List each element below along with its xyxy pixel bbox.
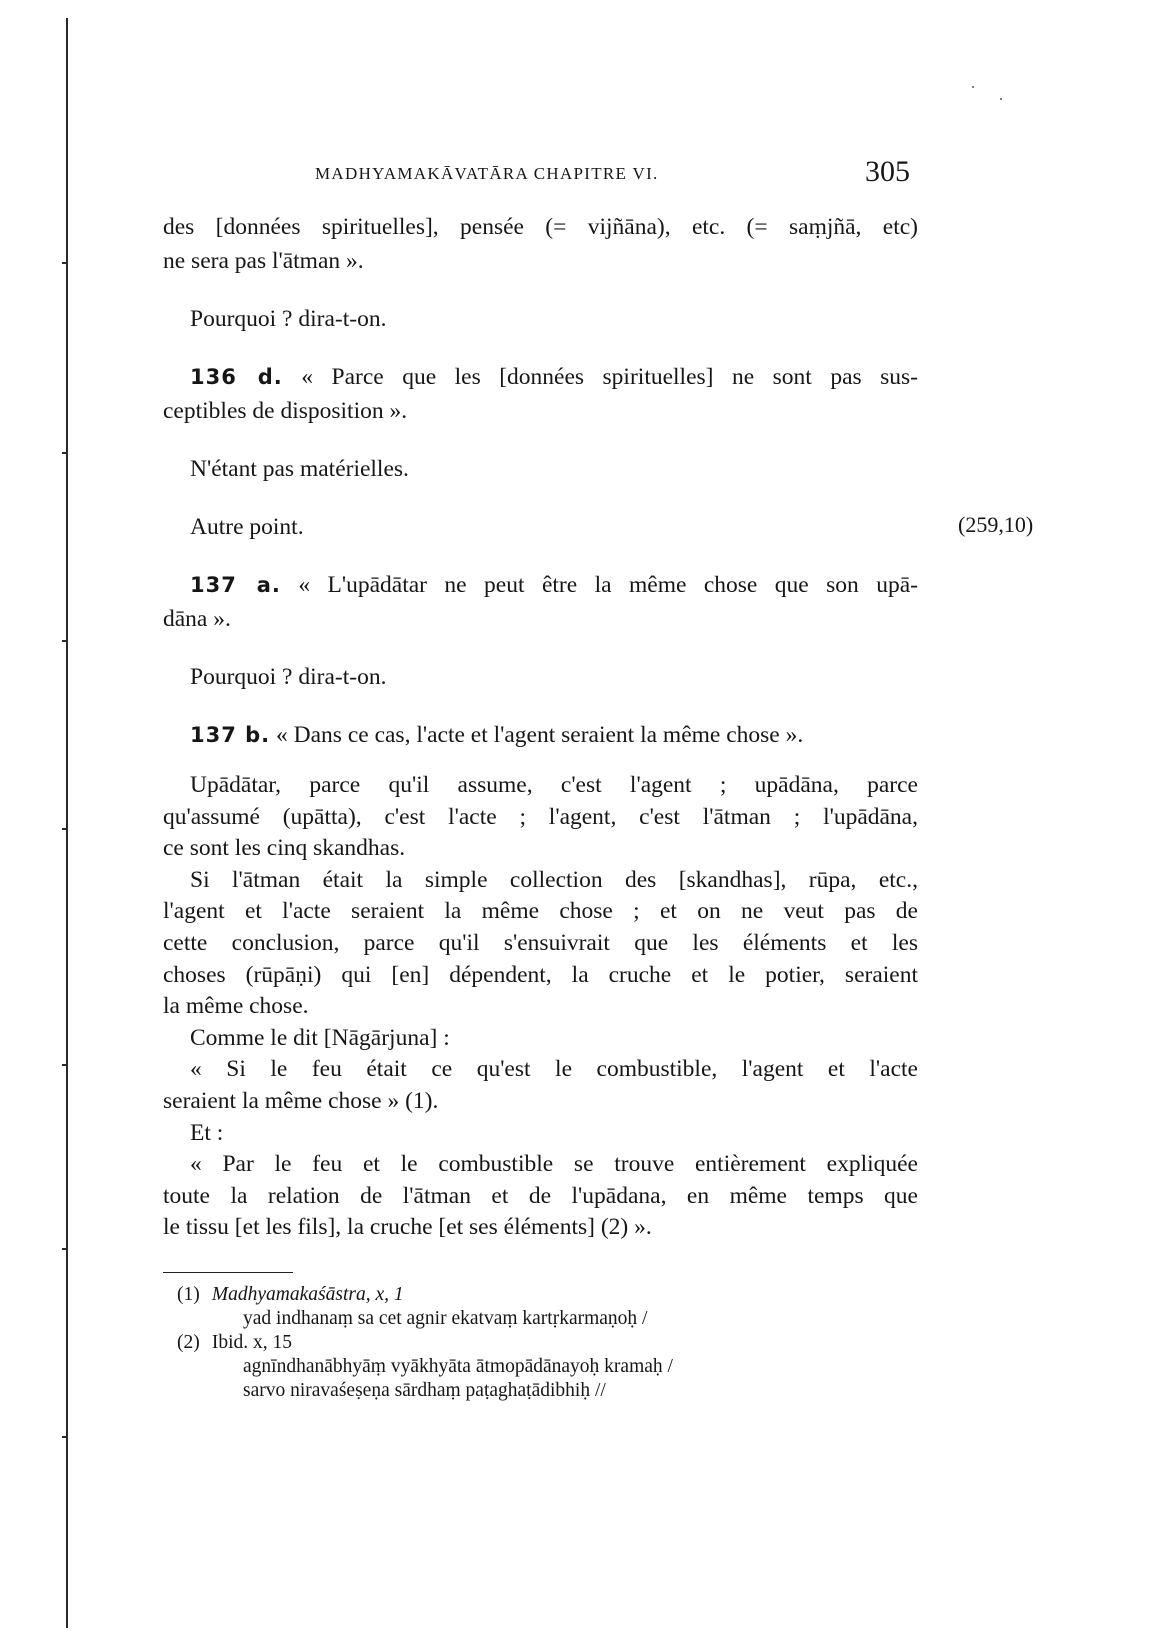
- text-line: l'agent et l'acte seraient la même chose ; et on ne veut pas de: [163, 898, 918, 925]
- footnote-number: (1): [177, 1283, 200, 1305]
- verse-number: 137 a.: [190, 573, 281, 597]
- paper-speck: [972, 86, 974, 88]
- paper-speck: [1000, 98, 1002, 100]
- text-line: ne sera pas l'ātman ».: [163, 248, 364, 274]
- footnotes: [163, 1283, 918, 1403]
- text-line: Pourquoi ? dira-t-on.: [190, 664, 387, 690]
- text-line: Si l'ātman était la simple collection des [skandhas], rūpa, etc.,: [190, 866, 918, 893]
- verse-line: [163, 568, 918, 602]
- binding-mark: [62, 1248, 68, 1250]
- text-line: cette conclusion, parce qu'il s'ensuivrait que les éléments et les: [163, 929, 918, 956]
- verse-number: 136 d.: [190, 365, 283, 389]
- verse-text: « Parce que les [données spirituelles] ne sont pas sus-: [301, 364, 919, 390]
- quote-line: « Par le feu et le combustible se trouve entièrement expliquée: [190, 1151, 918, 1178]
- quote-line: le tissu [et les fils], la cruche [et ses éléments] (2) ».: [163, 1214, 652, 1241]
- running-title: MADHYAMAKĀVATĀRA CHAPITRE VI.: [315, 164, 659, 183]
- verse-text: « L'upādātar ne peut être la même chose que son upā-: [298, 572, 919, 598]
- verse-text: « Dans ce cas, l'acte et l'agent seraient la même chose ».: [276, 722, 804, 748]
- footnote-text: agnīndhanābhyāṃ vyākhyāta ātmopādānayoḥ kramaḥ /: [243, 1355, 673, 1377]
- verse-line: [163, 718, 918, 752]
- text-line: des [données spirituelles], pensée (= vijñāna), etc. (= saṃjñā, etc): [163, 214, 918, 240]
- footnote-separator: [163, 1272, 293, 1273]
- margin-reference: (259,10): [958, 512, 1034, 537]
- text-line: la même chose.: [163, 993, 309, 1020]
- text-line: Upādātar, parce qu'il assume, c'est l'agent ; upādāna, parce: [190, 772, 918, 798]
- binding-mark: [62, 828, 68, 830]
- footnote-reference: Madhyamakaśāstra, x, 1: [211, 1283, 404, 1305]
- text-line: dāna ».: [163, 606, 231, 632]
- footnote-text: yad indhanaṃ sa cet agnir ekatvaṃ kartṛkarmaṇoḥ /: [243, 1307, 648, 1329]
- page-body: [163, 210, 918, 1403]
- footnote-1: [163, 1283, 918, 1307]
- text-line: ceptibles de disposition ».: [163, 398, 408, 424]
- binding-edge: [66, 18, 68, 1628]
- text-line: Et :: [190, 1119, 224, 1146]
- footnote-2: [163, 1331, 918, 1355]
- text-line: qu'assumé (upātta), c'est l'acte ; l'agent, c'est l'ātman ; l'upādāna,: [163, 803, 918, 830]
- binding-mark: [62, 452, 68, 454]
- footnote-reference: Ibid. x, 15: [211, 1331, 293, 1353]
- page-header: [0, 155, 1163, 188]
- binding-mark: [62, 1064, 68, 1066]
- footnote-text: sarvo niravaśeṣeṇa sārdhaṃ paṭaghaṭādibhiḥ //: [243, 1379, 606, 1401]
- verse-number: 137 b.: [190, 723, 271, 747]
- binding-mark: [62, 640, 68, 642]
- footnote-number: (2): [177, 1331, 200, 1353]
- quote-line: toute la relation de l'ātman et de l'upādana, en même temps que: [163, 1182, 918, 1209]
- text-line: N'étant pas matérielles.: [190, 456, 409, 482]
- text-line: Pourquoi ? dira-t-on.: [190, 306, 387, 332]
- text-line: choses (rūpāṇi) qui [en] dépendent, la cruche et le potier, seraient: [163, 961, 918, 988]
- text-line: Autre point.: [190, 514, 304, 540]
- quote-line: seraient la même chose » (1).: [163, 1087, 439, 1114]
- page-number: 305: [865, 155, 910, 188]
- text-line: Comme le dit [Nāgārjuna] :: [190, 1024, 450, 1051]
- binding-mark: [62, 262, 68, 264]
- binding-mark: [62, 1436, 68, 1438]
- verse-line: [163, 360, 918, 394]
- text-line: ce sont les cinq skandhas.: [163, 835, 406, 862]
- quote-line: « Si le feu était ce qu'est le combustible, l'agent et l'acte: [190, 1056, 918, 1083]
